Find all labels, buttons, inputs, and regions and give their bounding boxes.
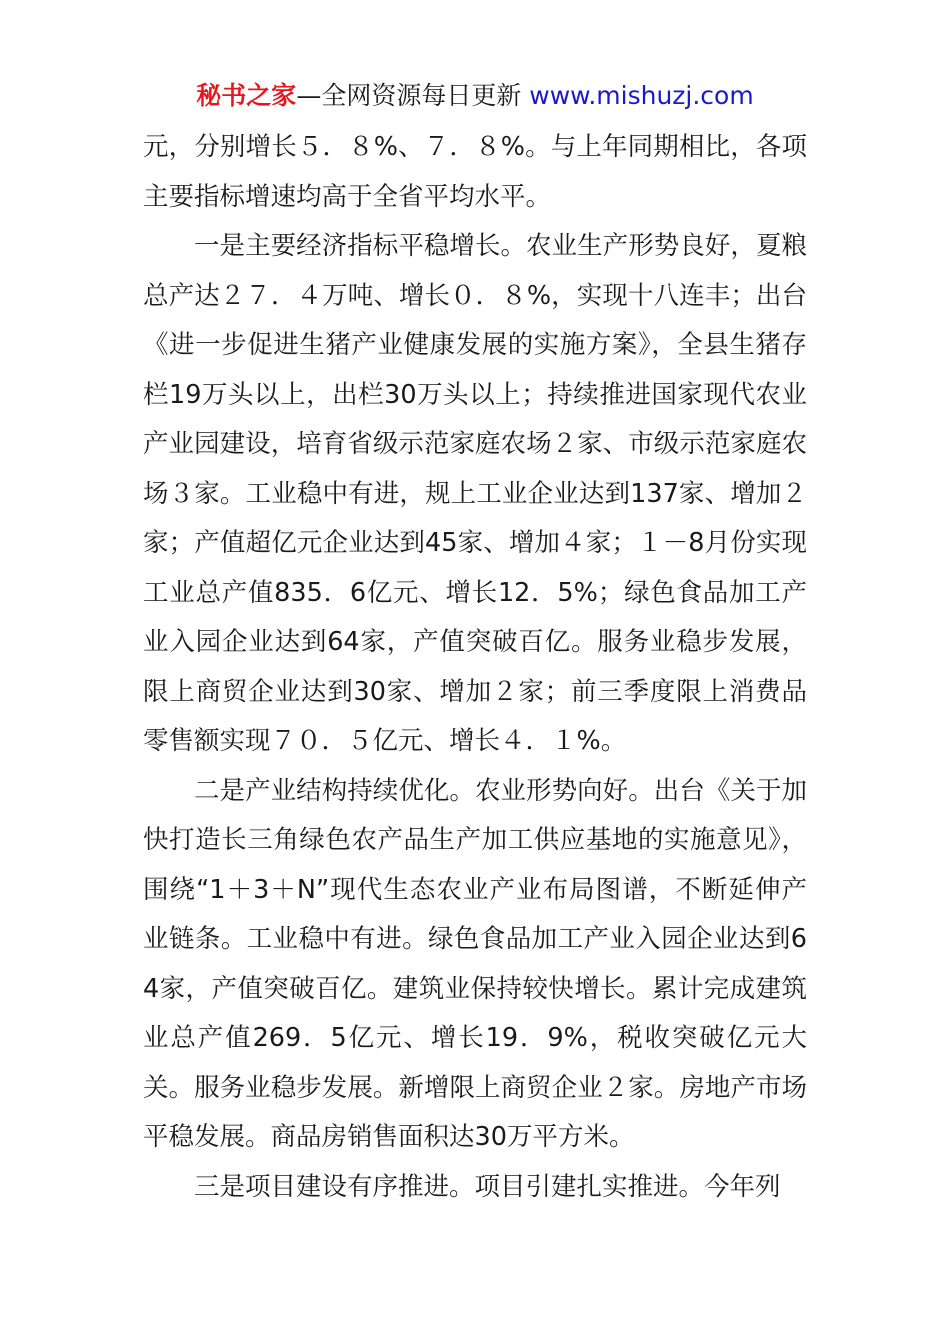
site-url-link[interactable]: www.mishuzj.com [529, 81, 754, 110]
document-body [143, 123, 807, 1212]
paragraph-project-construction: 三是项目建设有序推进。项目引建扎实推进。今年列 [194, 1171, 781, 1202]
paragraph-continuation: 元，分别增长５．８%、７．８%。与上年同期相比，各项主要指标增速均高于全省平均水平。 [143, 132, 807, 212]
paragraph-economic-indicators: 一是主要经济指标平稳增长。农业生产形势良好，夏粮总产达２７．４万吨、增长０．８%，实现十八连丰；出台《进一步促进生猪产业健康发展的实施方案》，全县生猪存栏19万头以上，出栏30万头以上；持续推进国家现代农业产业园建设，培育省级示范家庭农场２家、市级示范家庭农场３家。工业稳中有进，规上工业企业达到137家、增加２家；产值超亿元企业达到45家、增加４家；１－8月份实现工业总产值835．6亿元、增长12．5%；绿色食品加工产业入园企业达到64家，产值突破百亿。服务业稳步发展，限上商贸企业达到30家、增加２家；前三季度限上消费品零售额实现７０．５亿元、增长４．１%。 [143, 231, 807, 756]
site-brand: 秘书之家 [196, 81, 297, 110]
site-header [0, 78, 950, 114]
site-slogan: —全网资源每日更新 [296, 81, 522, 110]
paragraph-industrial-structure: 二是产业结构持续优化。农业形势向好。出台《关于加快打造长三角绿色农产品生产加工供应基地的实施意见》，围绕“1＋3＋N”现代生态农业产业布局图谱，不断延伸产业链条。工业稳中有进。绿色食品加工产业入园企业达到64家，产值突破百亿。建筑业保持较快增长。累计完成建筑业总产值269．5亿元、增长19．9%，税收突破亿元大关。服务业稳步发展。新增限上商贸企业２家。房地产市场平稳发展。商品房销售面积达30万平方米。 [143, 775, 807, 1152]
